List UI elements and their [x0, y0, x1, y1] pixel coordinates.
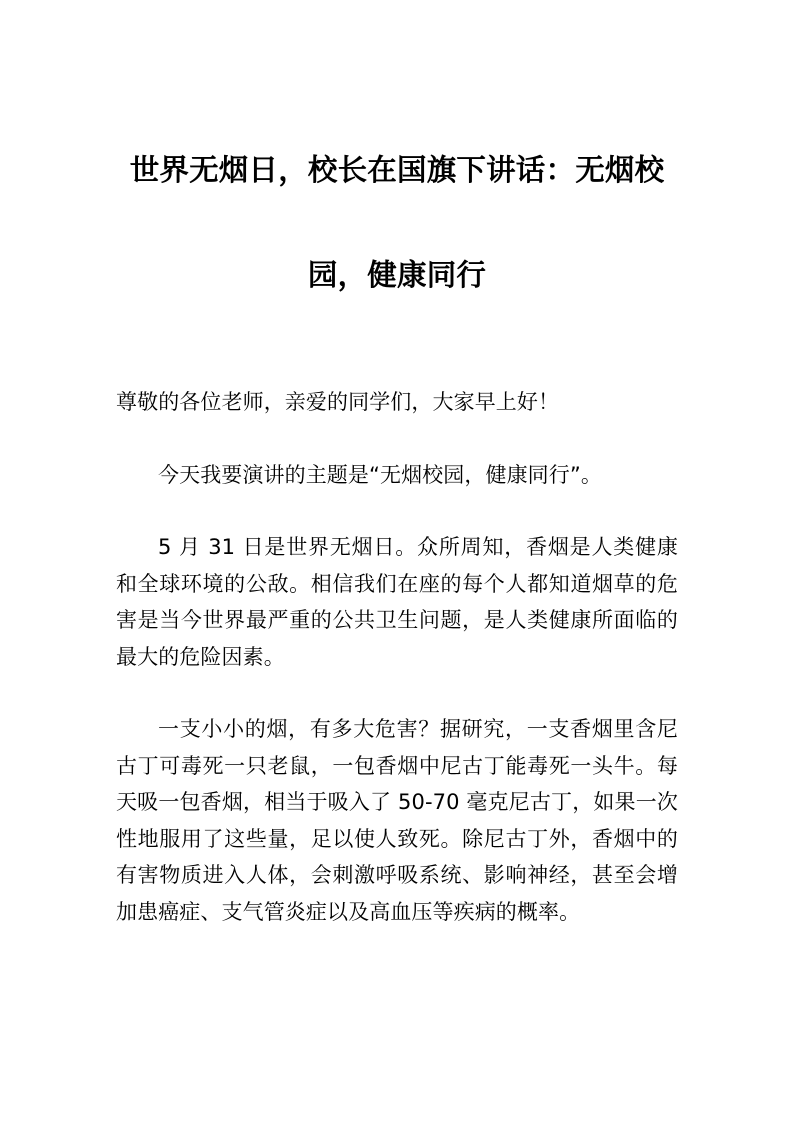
- paragraph-speech-topic: 今天我要演讲的主题是“无烟校园，健康同行”。: [158, 462, 602, 487]
- page-title: 世界无烟日，校长在国旗下讲话：无烟校园，健康同行: [129, 153, 665, 292]
- paragraph-greeting: 尊敬的各位老师，亲爱的同学们，大家早上好！: [116, 390, 560, 414]
- paragraph-cigarette-harm: 一支小小的烟，有多大危害？据研究，一支香烟里含尼古丁可毒死一只老鼠，一包香烟中尼古丁能毒死一头牛。每天吸一包香烟，相当于吸入了 50-70 毫克尼古丁，如果一次性地服用了这些量，足以使人致死。除尼古丁外，香烟中的有害物质进入人体，会刺激呼吸系统、影响神经，甚至会增加患癌症、支气管炎症以及高血压等疾病的概率。: [116, 717, 678, 924]
- paragraph-world-no-tobacco-day: 5 月 31 日是世界无烟日。众所周知，香烟是人类健康和全球环境的公敌。相信我们在座的每个人都知道烟草的危害是当今世界最严重的公共卫生问题，是人类健康所面临的最大的危险因素。: [116, 535, 678, 669]
- body-text-block: [116, 384, 678, 930]
- document-body: [116, 0, 678, 930]
